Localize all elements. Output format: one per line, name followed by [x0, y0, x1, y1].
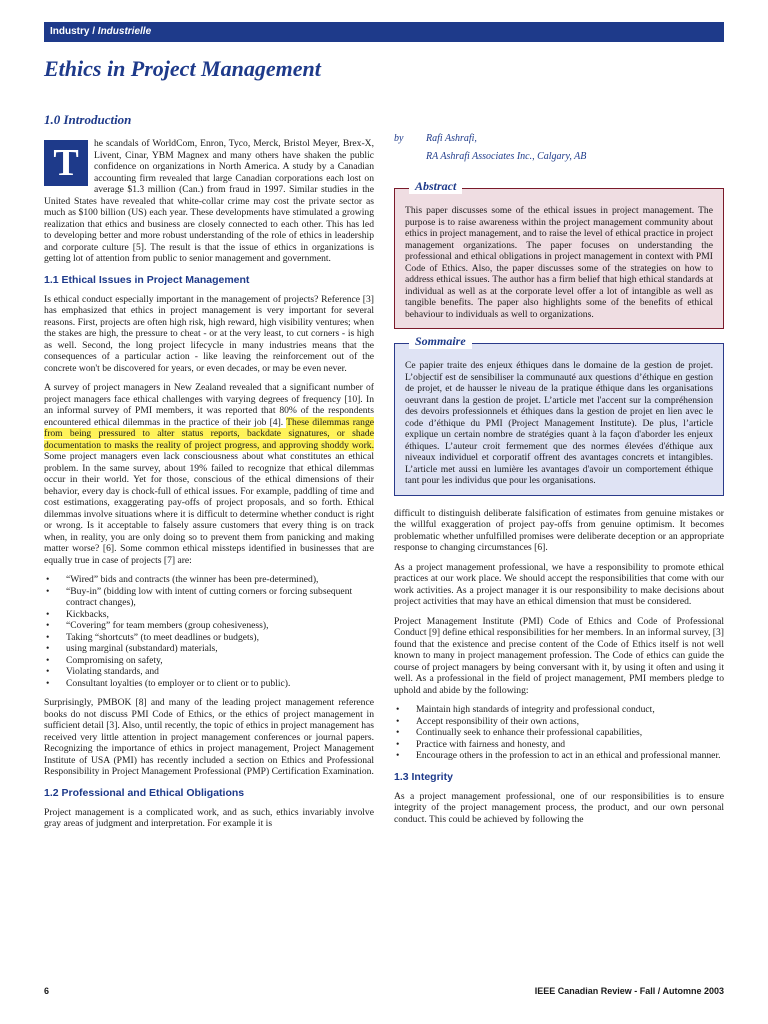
left-column	[44, 112, 374, 954]
para2-text-b: Some project managers even lack consciousness about what constitutes an ethical problem. In the same survey, about 19% failed to recognize that ethical dilemmas occur in their world. Yet for those, conscious of the ethical dimensions of their behavior, every day is chock-full of ethical issues. For example, paddling of time and cost estimations, exaggerating pay-offs of project proposals, and so forth. Ethical dilemmas involve situations where it is difficult to determine whether conduct is right or wrong. Is it acceptable to falsely assure customers that every thing is on track when, in reality, you are only doing so to prevent them from panicking and making matter worse? [6]. Some common ethical missteps identified in businesses that are equally true in case of projects [7] are:	[44, 451, 374, 566]
obligations-paragraph: Project management is a complicated work, and as such, ethics invariably involve gray areas of judgment and interpretation. For example it is	[44, 806, 374, 829]
sommaire-text: Ce papier traite des enjeux éthiques dans le domaine de la gestion de projet. L’objectif est de sensibiliser la communauté aux questions d’éthique en gestion de projet, et de hausser le niveau de la pratique éthique dans les organisations oeuvrant dans la gestion de projet. L’article met l'accent sur la compréhension des devoirs professionnels et éthiques dans la gestion de projet en lien avec le code d’éthique du PMI (Project Management Institute). De plus, l’article explique un certain nombre de stratégies quant à la façon d'aborder les enjeux éthiques. L’auteur croit fermement que des normes élevées d'éthique aux niveaux individuel et corporatif offrent des avantages concrets et intangibles. L’article met aussi en lumière les avantages d'avoir un comportement éthique tant pour les individus que pour les organisations.	[405, 360, 713, 486]
list-item: • “Covering” for team members (group cohesiveness),	[44, 620, 374, 632]
intro-paragraph	[44, 138, 374, 265]
author-affiliation: RA Ashrafi Associates Inc., Calgary, AB	[426, 151, 587, 162]
journal-name: IEEE Canadian Review - Fall / Automne 2003	[534, 986, 724, 996]
list-item: • Encourage others in the profession to act in an ethical and professional manner.	[394, 750, 724, 762]
ethical-issues-heading: 1.1 Ethical Issues in Project Management	[44, 273, 250, 286]
abstract-box	[394, 179, 724, 329]
list-item: • using marginal (substandard) materials,	[44, 643, 374, 655]
responsibility-paragraph: As a project management professional, we have a responsibility to promote ethical practices at our work place. We should accept the responsibilities that come with our work activities. As a project manager it is our responsibility to make decisions about project activities that may have an ethical dimension that must be considered.	[394, 561, 724, 607]
right-column	[394, 130, 724, 954]
ethical-issues-paragraph-1: Is ethical conduct especially important in the management of projects? Reference [3] has emphasized that ethics in project management is very important for several reasons. First, projects are often high risk, high reward, high visibility ventures; when the stakes are high, the pressure to cheat - or at the very least, to cut corners - is high as well. Second, the long project lifecycle in many industries means that the consequences of a particular action - like leaving the reinforcement out of the concrete won't be discovered for years, or even decades, or may be even never.	[44, 293, 374, 374]
ethical-issues-paragraph-2	[44, 382, 374, 566]
highlighted-passage: These dilemmas range from being pressured to alter status reports, backdate signatures, or shade documentation to masks the reality of project progress, and approving shoddy work.	[44, 416, 374, 451]
list-item: • Kickbacks,	[44, 609, 374, 621]
sommaire-label: Sommaire	[409, 334, 472, 349]
list-item: • Accept responsibility of their own actions,	[394, 716, 724, 728]
list-item: • Practice with fairness and honesty, and	[394, 739, 724, 751]
integrity-paragraph: As a project management professional, one of our responsibilities is to ensure integrity of the project management process, the product, and our own personal conduct. This could be achieved by following the	[394, 790, 724, 825]
author-name: Rafi Ashrafi,	[426, 133, 477, 144]
intro-heading: 1.0 Introduction	[44, 112, 132, 127]
page-number: 6	[44, 986, 50, 996]
list-item: • Compromising on safety,	[44, 655, 374, 667]
section-industrielle: Industrielle	[97, 26, 152, 37]
pmi-code-paragraph: Project Management Institute (PMI) Code of Ethics and Code of Professional Conduct [9] define ethical responsibilities for her members. In an informal survey, [3] found that the existence and precise content of the Code of Ethics itself is not well known to many in project management profession. The Code of ethics can guide the course of project managers by being conversant with it, by using it often and using it well. As a professional in the field of project management, PMI members pledge to uphold and abide by the following:	[394, 615, 724, 696]
article-title: Ethics in Project Management	[44, 56, 321, 81]
drop-cap: T	[44, 140, 88, 186]
section-industry: Industry /	[50, 26, 98, 37]
pmi-pledge-list	[394, 704, 724, 762]
para2-text-a: A survey of project managers in New Zealand revealed that a significant number of project managers face ethical challenges with varying degrees of frequency [10]. In an informal survey of PMI members, it was reported that 80% of the respondents encountered ethical dilemmas in the practice of their job [4].	[44, 382, 374, 428]
obligations-heading: 1.2 Professional and Ethical Obligations	[44, 786, 245, 799]
integrity-heading: 1.3 Integrity	[394, 770, 453, 783]
list-item: • “Wired” bids and contracts (the winner has been pre-determined),	[44, 574, 374, 586]
list-item: • “Buy-in” (bidding low with intent of cutting corners or forcing subsequent contract changes),	[44, 586, 374, 609]
list-item: • Violating standards, and	[44, 666, 374, 678]
byline-by: by	[394, 133, 404, 144]
abstract-text: This paper discusses some of the ethical issues in project management. The purpose is to raise awareness within the project management community about ethics in project management, and to raise the level of ethical practice in project management organizations. The paper focuses on understanding the professional and ethical obligations in project management in context with PMI Code of Ethics. Also, the paper discusses some of the strategies on how to address ethical issues. The author has a firm belief that high ethical standards at individual as well as at the corporate level offer a lot of intangible as well as tangible benefits. The paper also highlights some of the benefits of ethical behaviour to individuals as well to organizations.	[405, 205, 713, 320]
byline	[394, 130, 724, 166]
section-header-bar	[44, 22, 724, 42]
abstract-label: Abstract	[409, 179, 462, 194]
obligations-continued-paragraph: difficult to distinguish deliberate falsification of estimates from genuine mistakes or the willful exaggeration of project pay-offs from genuine optimism. It becomes problematic whether unfulfilled promises were deliberate deception or an appropriate response to changing circumstances [6].	[394, 507, 724, 553]
list-item: • Maintain high standards of integrity and professional conduct,	[394, 704, 724, 716]
ethical-missteps-list	[44, 574, 374, 689]
list-item: • Consultant loyalties (to employer or to client or to public).	[44, 678, 374, 690]
sommaire-box	[394, 334, 724, 496]
ethical-issues-paragraph-3: Surprisingly, PMBOK [8] and many of the leading project management reference books do not discuss PMI Code of Ethics, or the ethics of project management in sufficient detail [3]. Also, until recently, the topic of ethics in project management has received very little attention in project management conferences or journal papers. Recognizing the importance of ethics in project management, Project Management Institute of USA (PMI) has recently included a section on Ethics and Professional Responsibility in Project Management Professional (PMP) Certification Examination.	[44, 697, 374, 777]
list-item: • Continually seek to enhance their professional capabilities,	[394, 727, 724, 739]
list-item: • Taking “shortcuts” (to meet deadlines or budgets),	[44, 632, 374, 644]
intro-text: he scandals of WorldCom, Enron, Tyco, Merck, Bristol Meyer, Brex-X, Livent, Cinar, YBM Magnex and many others have shaken the public confidence on organizations in North America. A study by a Canadian accounting firm revealed that large Canadian corporations each lost on average $1.3 million (Can.) from fraud in 1997. Similar studies in the United States have revealed that white-collar crime may cost the private sector as much as $100 billion (US) each year. These developments have stimulated a growing realization that ethics and business are closely connected to each other. This has led to developing better and more robust understanding of the role of ethics in leadership and corporate culture [5]. The result is that the issue of ethics in organizations is getting lot of attention from public to senior management and government.	[44, 138, 374, 264]
page-footer	[44, 986, 724, 996]
